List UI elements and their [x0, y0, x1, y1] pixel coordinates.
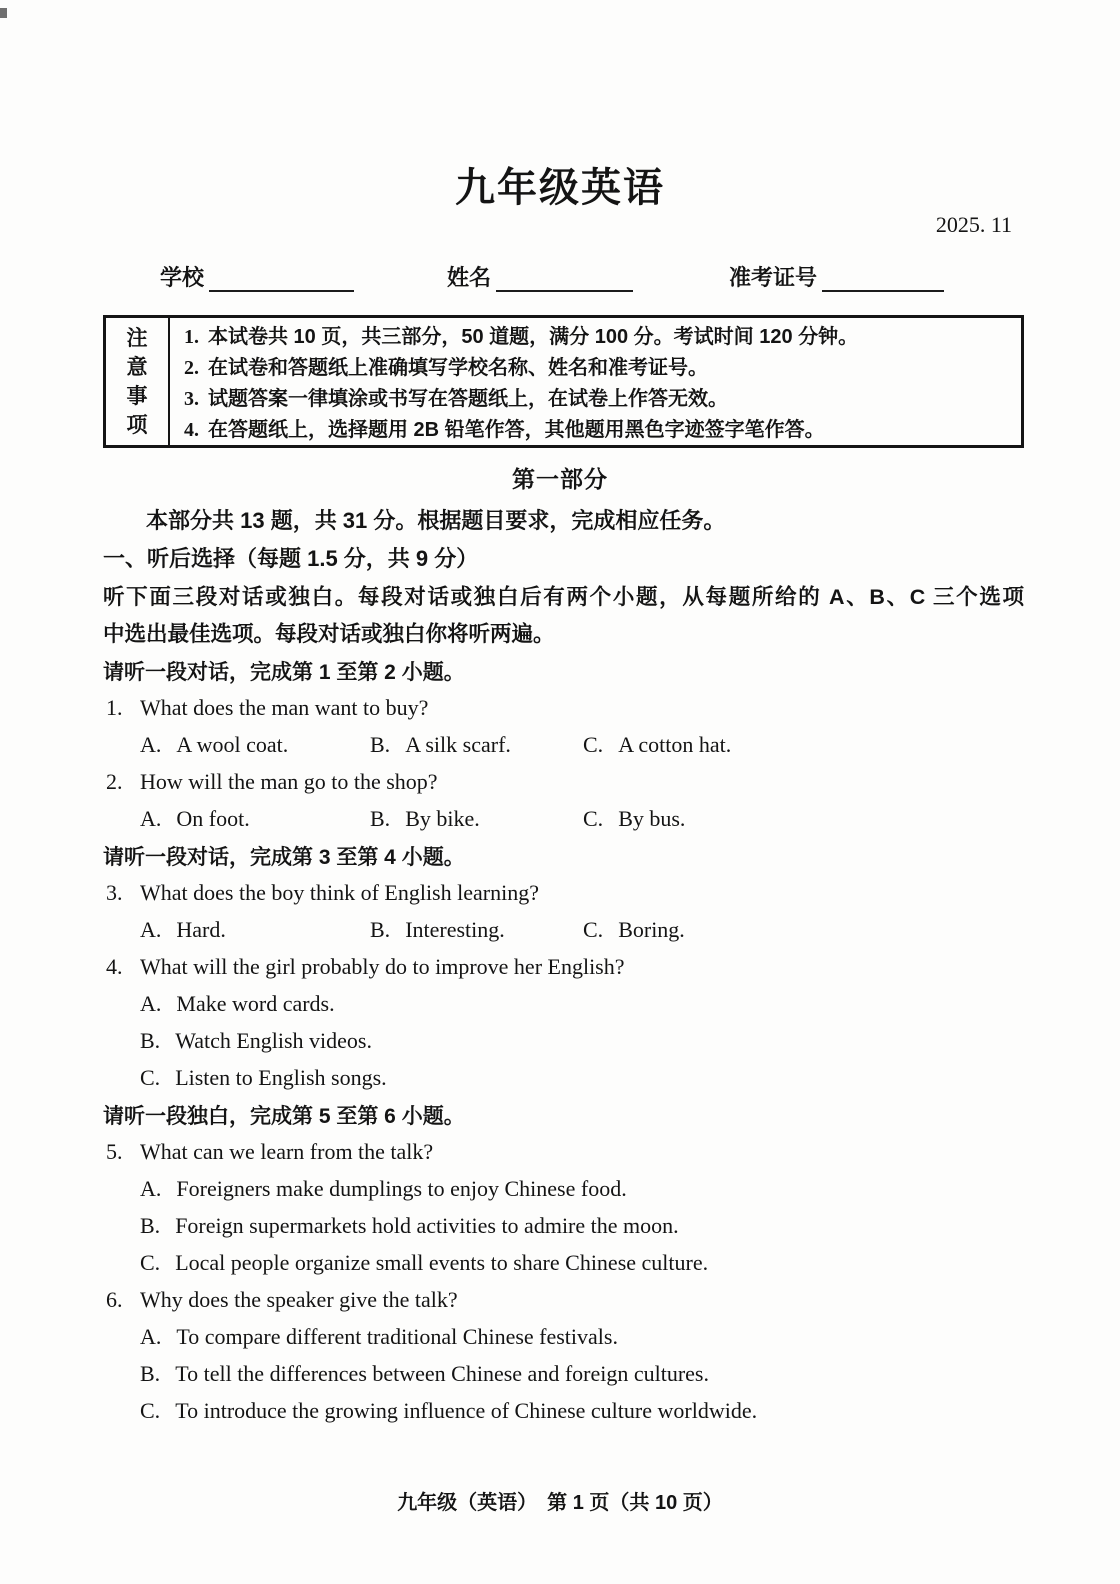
option-item [140, 1324, 618, 1350]
notice-item [184, 322, 1011, 353]
options-row [140, 726, 1024, 763]
option-item [370, 917, 583, 943]
option-item [140, 732, 370, 758]
option-text: A cotton hat. [618, 731, 732, 757]
question-number: 6. [106, 1286, 123, 1312]
page-title: 九年级英语 [455, 166, 665, 210]
option-line [140, 1022, 1024, 1059]
option-label: C. [583, 805, 604, 831]
notice-item-number: 1. [184, 326, 199, 348]
exam-date: 2025. 11 [935, 212, 1012, 237]
option-text: Foreigners make dumplings to enjoy Chinese food. [176, 1175, 627, 1201]
scan-artifact [0, 8, 7, 18]
question-text: What does the boy think of English learning? [140, 879, 539, 905]
notice-item-text: 在试卷和答题纸上准确填写学校名称、姓名和准考证号。 [208, 357, 708, 379]
option-item [140, 991, 335, 1017]
option-text: A silk scarf. [405, 731, 511, 757]
field-school-blank-line [209, 264, 354, 292]
option-item [370, 732, 583, 758]
option-item [140, 1398, 757, 1424]
option-text: Watch English videos. [175, 1027, 372, 1053]
notice-item [184, 353, 1011, 384]
option-label: A. [140, 731, 162, 757]
question-line [103, 948, 1024, 985]
option-text: By bus. [618, 805, 686, 831]
option-label: C. [140, 1397, 161, 1423]
option-text: To introduce the growing influence of Chinese culture worldwide. [175, 1397, 758, 1423]
group-prompt: 请听一段独白，完成第 5 至第 6 小题。 [103, 1104, 465, 1128]
option-line [140, 1355, 1024, 1392]
notice-item-text: 在答题纸上，选择题用 2B 铅笔作答，其他题用黑色字迹签字笔作答。 [208, 419, 825, 441]
field-school-label: 学校 [160, 265, 205, 290]
option-label: A. [140, 1323, 162, 1349]
option-line [140, 1059, 1024, 1096]
question-number: 1. [106, 694, 123, 720]
question-number: 4. [106, 953, 123, 979]
group-prompt: 请听一段对话，完成第 1 至第 2 小题。 [103, 660, 465, 684]
option-text: A wool coat. [176, 731, 289, 757]
question-line [103, 763, 1024, 800]
option-text: To compare different traditional Chinese festivals. [176, 1323, 618, 1349]
option-label: B. [140, 1360, 161, 1386]
option-text: Hard. [176, 916, 226, 942]
notice-side-char: 项 [126, 413, 148, 437]
option-label: B. [370, 805, 391, 831]
option-label: A. [140, 805, 162, 831]
option-label: B. [140, 1027, 161, 1053]
notice-items [170, 318, 1021, 445]
option-line [140, 985, 1024, 1022]
notice-item [184, 384, 1011, 415]
option-label: B. [370, 731, 391, 757]
option-label: C. [583, 916, 604, 942]
listening-group [103, 652, 1024, 837]
option-text: Make word cards. [176, 990, 335, 1016]
listening-group [103, 837, 1024, 1096]
option-item [140, 1065, 387, 1091]
option-text: By bike. [405, 805, 480, 831]
field-name [447, 261, 633, 292]
page-footer: 九年级（英语） 第 1 页（共 10 页） [397, 1492, 723, 1514]
option-label: C. [140, 1064, 161, 1090]
question-line [103, 689, 1024, 726]
field-admission-number-label: 准考证号 [729, 265, 818, 290]
question-text: How will the man go to the shop? [140, 768, 438, 794]
notice-item [184, 415, 1011, 446]
question-text: Why does the speaker give the talk? [140, 1286, 458, 1312]
field-name-label: 姓名 [447, 265, 492, 290]
student-fields [0, 256, 1120, 294]
listening-group [103, 1096, 1024, 1429]
option-text: Boring. [618, 916, 685, 942]
option-item [140, 1176, 627, 1202]
notice-item-number: 4. [184, 419, 199, 441]
question-line [103, 1281, 1024, 1318]
option-text: Interesting. [405, 916, 505, 942]
question-text: What does the man want to buy? [140, 694, 429, 720]
option-line [140, 1318, 1024, 1355]
notice-box [103, 315, 1024, 448]
field-name-blank-line [496, 264, 633, 292]
field-admission-number-blank-line [822, 264, 944, 292]
section-one-description-line1: 听下面三段对话或独白。每段对话或独白后有两个小题，从每题所给的 A、B、C 三个选项 [103, 585, 1024, 609]
option-item [370, 806, 583, 832]
option-item [583, 917, 685, 943]
option-label: B. [370, 916, 391, 942]
section-one-title: 一、听后选择（每题 1.5 分，共 9 分） [103, 546, 479, 571]
question-text: What can we learn from the talk? [140, 1138, 434, 1164]
option-item [140, 1028, 372, 1054]
option-item [140, 917, 370, 943]
option-item [140, 1361, 709, 1387]
notice-item-number: 2. [184, 357, 199, 379]
option-item [583, 806, 685, 832]
option-line [140, 1244, 1024, 1281]
notice-side-char: 意 [126, 355, 148, 379]
question-line [103, 874, 1024, 911]
option-line [140, 1392, 1024, 1429]
notice-item-text: 本试卷共 10 页，共三部分，50 道题，满分 100 分。考试时间 120 分钟。 [208, 326, 859, 348]
option-text: On foot. [176, 805, 250, 831]
option-line [140, 1170, 1024, 1207]
options-row [140, 911, 1024, 948]
option-text: Local people organize small events to share Chinese culture. [175, 1249, 709, 1275]
option-item [583, 732, 731, 758]
group-prompt: 请听一段对话，完成第 3 至第 4 小题。 [103, 845, 465, 869]
notice-side-char: 事 [126, 384, 148, 408]
section-one-description-line2: 中选出最佳选项。每段对话或独白你将听两遍。 [103, 622, 555, 646]
option-label: C. [583, 731, 604, 757]
options-row [140, 800, 1024, 837]
option-label: A. [140, 1175, 162, 1201]
notice-item-number: 3. [184, 388, 199, 410]
notice-item-text: 试题答案一律填涂或书写在答题纸上，在试卷上作答无效。 [208, 388, 728, 410]
part-one-heading: 第一部分 [512, 466, 608, 492]
option-text: Foreign supermarkets hold activities to admire the moon. [175, 1212, 679, 1238]
question-number: 5. [106, 1138, 123, 1164]
option-label: C. [140, 1249, 161, 1275]
listening-section [103, 652, 1024, 1429]
notice-side-char: 注 [126, 326, 148, 350]
option-line [140, 1207, 1024, 1244]
question-line [103, 1133, 1024, 1170]
option-item [140, 806, 370, 832]
notice-side-label [106, 318, 170, 445]
option-item [140, 1250, 708, 1276]
option-item [140, 1213, 679, 1239]
option-label: B. [140, 1212, 161, 1238]
option-label: A. [140, 990, 162, 1016]
question-number: 2. [106, 768, 123, 794]
option-label: A. [140, 916, 162, 942]
field-admission-number [729, 261, 944, 292]
question-number: 3. [106, 879, 123, 905]
option-text: To tell the differences between Chinese and foreign cultures. [175, 1360, 709, 1386]
option-text: Listen to English songs. [175, 1064, 387, 1090]
question-text: What will the girl probably do to improve her English? [140, 953, 625, 979]
part-one-intro: 本部分共 13 题，共 31 分。根据题目要求，完成相应任务。 [146, 508, 726, 533]
field-school [160, 261, 354, 292]
